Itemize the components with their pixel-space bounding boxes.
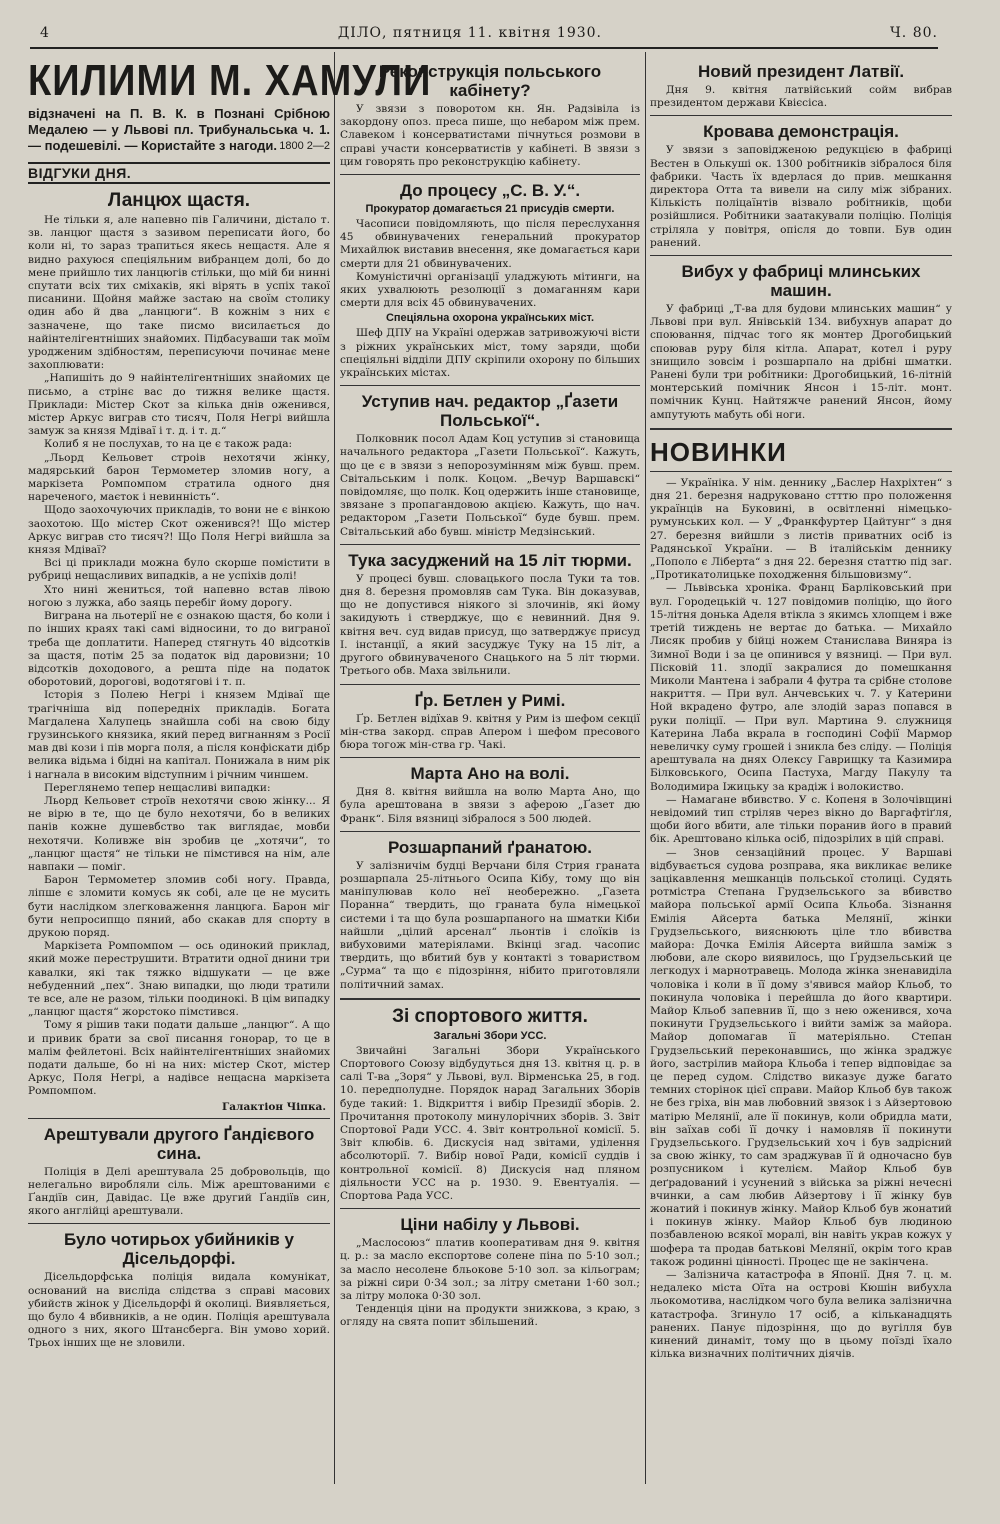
- article-title-prices: Ціни набілу у Львові.: [400, 1215, 580, 1235]
- page-number: 4: [40, 25, 50, 41]
- paragraph: Історія з Полею Негрі і князем Мдіваї ще трагічніша від попередніх прикладів. Богата Магдалена Халупець знайшла собі на свою біду грузинського князика, який перед вигнанням з Росії мав дві кози і пів морга поля, а після конфіскати дібр велика відьма і бідні на капітал. Понижала в ним рік і нагнала в високим відступним і річним чиншем.: [28, 689, 330, 781]
- article-subtitle-svu: Прокуратор домагається 21 присудів смерти.: [365, 203, 615, 216]
- article-title-bethlen: Ґр. Бетлен у Римі.: [414, 690, 566, 710]
- ad-title: КИЛИМИ М. ХАМУЛИ: [28, 56, 432, 106]
- separator: [340, 174, 640, 175]
- paragraph: Полковник посол Адам Коц уступив зі становища начального редактора „Газети Польської“. Кажуть, що це є в звязи з непорозумінням між бувш. прем. Світальським і полк. Коцом. „Вечур Варшавскі“ повідомляє, що полк. Коц одержить інше становище, звязане з пропагандовою акцією. Кажуть, що нач. редактором „Газети Польської“ буде бувш. прем. Світальський або бувш. міністр Медзінський.: [340, 433, 640, 538]
- article-title-reconstruction: Реконструкція польського кабінету?: [378, 62, 602, 100]
- paragraph: У звязи з заповідженою редукцією в фабриці Вестен в Олькуші ок. 1300 робітників зібралося біля фабрики. Часть їх вдерлася до прив. мешкання директора Отта та вивели на силу між зібраних. Кількість поліцаїнтів візвало робітників, щоби розійшлися. Робітники заатакували поліцію. Поліція стріляла у повітря, опісля до товпи. Був один ранений.: [650, 144, 952, 249]
- paragraph: Хто нині жениться, той напевно встав лівою ногою з лужка, або заяць перебіг йому дорогу.: [28, 583, 330, 609]
- article-reconstruction: [340, 103, 640, 169]
- article-hanau: [340, 786, 640, 826]
- article-svu-2: [340, 327, 640, 380]
- article-duesseldorf: [28, 1271, 330, 1350]
- separator: [340, 831, 640, 832]
- paragraph: — Львівська хроніка. Франц Барліковський при вул. Городецькій ч. 127 повідомив поліцію, що його 15-літня донька Аделя втікла з якимсь хлопцем і вже третій тиждень не вертає до батька. — Михайло Лисяк пробив у бійці ножем Станислава Виняра із Зимної Води і за це опинився у вязниці. — При вул. Пісковій 11. злодії закралися до помешкання Миколи Мантена і забрали 4 футра та срібне столове накриття. — При вул. Анчевських ч. 7. у Катерини Ной вкрадено футро, але злодій зараз попався в руки поліції. — При вул. Мартина 9. служниця Катерина Лаба вкрала в господині Софії Мармор невеличку суму грошей і зникла без сліду. — Поліція арештувала на днях Олексу Гаврищку та Казимира Білковського, Осипа Пастуха, Магду Пакулу та Володимира Іжицьку за крадіж і волокиство.: [650, 582, 952, 793]
- separator: [340, 998, 640, 1000]
- paragraph: „Маслосоюз“ платив кооперативам дня 9. квітня ц. р.: за масло експортове солене піна по 5·10 зол.; за масло несолене бльокове 5·10 зол. за кільограм; за ріжні сири 0·34 зол.; за літру сметани 1·60 зол.; за літру молока 0·30 зол.: [340, 1237, 640, 1302]
- paragraph: Тенденція ціни на продукти знижкова, з краю, з огляду на свята попит збільшений.: [340, 1303, 640, 1329]
- paragraph: У звязи з поворотом кн. Ян. Радзівіла із закордону опоз. преса пише, що небаром між прем. Славеком і консерватистами пічнуться розмови в справі участи консерватистів у кабінеті. В звязи з цим говорять про реконструкцію кабінету.: [340, 103, 640, 168]
- paragraph: У залізничім будці Верчани біля Стрия граната розшарпала 25-літнього Осипа Кібу, тому що він маніпулював коло неї необережно. „Газета Поранна“ твердить, що граната була німецької системи і та що була розшарпаного на шматки Кіби найшли „цілий арсенал“ льонтів і слоїків із вибуховими матеріялами. Вкінці згад. часопис твердить, що вбитий був у контакті з товариством „Сурма“ та що є підозріння, нібито приготовляли політичний замах.: [340, 859, 640, 991]
- paragraph: Поліція в Делі арештувала 25 добровольців, що нелегально виробляли сіль. Між арештованими є Ґандіїв син, Давідас. Це вже другий Ґандіїв син, якого англійці арештували.: [28, 1165, 330, 1218]
- article-chain: [28, 214, 330, 1099]
- paragraph: „Льорд Кельовет строів нехотячи жінку, мадярський барон Термометер зломив ногу, а маркізета Ромпомпом стратила одного дня нареченого, маєток і невинність“.: [28, 451, 330, 504]
- article-title-chain: Ланцюх щастя.: [107, 190, 251, 211]
- paragraph: Льорд Кельовет строїв нехотячи свою жінку... Я не вірю в те, що це було нехотячи, бо в великих панів кожне душевбство так виглядає, мовби нехотячи. Коливже він зробив це „хотячи“, то „ланцюг щастя“ не тільки не пімстився на нім, але навпаки — поміг.: [28, 794, 330, 873]
- paragraph: Переглянемо тепер нещасливі випадки:: [44, 781, 271, 794]
- paragraph: Ґр. Бетлен відїхав 9. квітня у Рим із шефом секції мін-ства закорд. справ Апером і шефом пресового бюра тогож мін-ства гр. Чакі.: [340, 712, 640, 751]
- paragraph: Барон Термометер зломив собі ногу. Правда, ліпше є зломити комусь як собі, але це не мусить бути наслідком злегковаження ланцюга. Барон міг бути непросипщо пяний, або скакав для спорту в друкою поряд.: [28, 874, 330, 939]
- separator: [340, 1208, 640, 1209]
- column-rule-1: [334, 52, 335, 1484]
- paragraph: — Україніка. У нім. деннику „Баслер Нахріхтен“ з дня 21. березня надруковано стттю про положення українців на Буковині, в освітленні німецько-румунських кол. — У „Франкфуртер Цайтунг“ з дня 27. березня вийшли з листів приватних осіб із Радянської України. — В італійськім деннику „Пополо є Ліберта“ з дня 22. березня статтю під заг. „Протикатолицьке походження більшовизму“.: [650, 476, 952, 582]
- article-explosion: [650, 303, 952, 422]
- paragraph: Звичайні Загальні Збори Українського Спортового Союзу відбудуться дня 13. квітня ц. р. в салі Т-ва „Зоря“ у Львові, вул. Вірменська 25, в год. 10. передполудне. Порядок нарад Загальних Зборів буде такий: 1. Відкриття і вибір Президії зборів. 2. Прочитання протоколу минулорічних зборів. 3. Звіт Спортової Ради УСС. 4. Звіт контрольної комісії. 5. Звіт клюбів. 6. Дискусія над звітами, уділення абсолюторії. 7. Вибір нової Ради, комісії суддів і контрольної комісії. 8) Дискусія над пляном діяльности УСС на р. 1930. 9. Евентуалія. — Спортова Рада УСС.: [340, 1044, 640, 1202]
- article-sport: [340, 1045, 640, 1203]
- paragraph: — Залізнича катастрофа в Японії. Дня 7. ц. м. недалеко міста Оїта на острові Кюшін вибухла льокомотива, наслідком чого була велика залізнична катастрофа. Згинуло 17 осіб, а кільканадцять ранених. Панує підозріння, що до вугілля був кинений динаміт, тому що в цьому поїзді їхало кілька визначних політичних діячів.: [650, 1269, 952, 1361]
- article-latvia: [650, 84, 952, 110]
- article-bethlen: [340, 713, 640, 753]
- article-svu: [340, 218, 640, 310]
- paragraph: Колиб я не послухав, то на це є також рада:: [44, 438, 293, 451]
- article-title-duesseldorf: Було чотирьох убийників у Дісельдорфі.: [64, 1230, 294, 1269]
- paragraph: „Напишіть до 9 найінтелігентніших знайомих це письмо, а стрінє вас до тижня велике щастя. Приклади: Містер Скот за кілька днів оженився, містер Аркус виграв сто тисяч, Поля Негрі вийшла замуж за князя Мдіваї і т. д. і т. д.“: [28, 372, 330, 438]
- paragraph: Часописи повідомляють, що після переслухання 45 обвинувачених генеральний прокуратор Михайлюк виставив внесення, яке домагається кари смерти для 21 обвинувачених.: [340, 218, 640, 270]
- article-title-tuka: Тука засуджений на 15 літ тюрми.: [348, 550, 632, 570]
- paragraph: Дня 8. квітня вийшла на волю Марта Ано, що була арештована в звязи з аферою „Ґазет дю Франк“. Біля вязниці зібралося з 500 людей.: [340, 786, 640, 825]
- article-title-explosion: Вибух у фабриці млинських машин.: [681, 262, 921, 301]
- article-title-grenade: Розшарпаний ґранатою.: [387, 837, 593, 857]
- article-prices: [340, 1237, 640, 1329]
- article-title-demo: Кровава демонстрація.: [703, 122, 899, 142]
- paragraph: Дісельдорфська поліція видала комунікат, оснований на висліда слідства з справі масових убийств жінок у Дісельдорфі й околиці. Виявляється, що було 4 вбивників, а не один. Поліція арештувала одного з них, якого Штансберга. Він умово хорий. Трьох інших ще не зловили.: [28, 1271, 330, 1350]
- paragraph: — Намагане вбивство. У с. Копеня в Золочівщині невідомий тип стріляв через вікно до Варгафтіґля, щоби його вбити, але тільки поранив його в правий бік. Арештовано кілька осіб, підозрілих в цій справі.: [650, 793, 952, 846]
- paragraph: У фабриці „Т-ва для будови млинських машин“ у Львові при вул. Янівській 134. вибухнув апарат до споювання, підчас того як монтер Дрогобицький споював руру біля кітла. Апарат, котел і руру знищило зовсім і розшарпало на дрібні шматки. Ранені були три робітники: Дрогобицький, 16-літній монтерський помічник Янсон і 15-літ. монт. помічник Кунц. Найтяжче ранений Янсон, йому ампутують мабуть обі ноги.: [650, 303, 952, 421]
- paragraph: Виграна на льотерії не є ознакою щастя, бо коли і по інших краях такі самі відносини, то до виграної треба ще доплатити. Наперед стягнуть 40 відсотків за щастя, потім 25 за податок від даровизни; 10 відсотків доходового, а решта піде на податок оборотовий, дорогові, водотягові і т. п.: [28, 610, 330, 689]
- column-rule-2: [645, 52, 646, 1484]
- paragraph: Не тільки я, але напевно пів Галичини, дістало т. зв. ланцюг щастя з зазивом переписати його, бо коли ні, то зараз трапиться якесь нещастя. Але я видно рахуюся спеціяльним вибранцем долі, бо до мене прийшло тих ланцюгів стільки, що мій би нинні спутати всіх тих сміхаків, які вірять в успіх такої писанини. Щойня майже застаю на своїм столику один або й два „ланцюги“. В кожнім з них є зазначене, що таке писмо висилається до найінтелігентніших знайомих. Підбасуваши так моїм уродженим здібностям, переписуючи починає мене захоплювати:: [28, 214, 330, 372]
- separator: [28, 1118, 330, 1119]
- article-tuka: [340, 573, 640, 679]
- separator: [340, 757, 640, 758]
- article-title-sport: Зі спортового життя.: [392, 1005, 588, 1027]
- issue-number: Ч. 80.: [889, 25, 938, 41]
- article-title-editor: Уступив нач. редактор „Ґазети Польської“.: [361, 392, 619, 431]
- separator: [650, 428, 952, 430]
- paragraph: Маркізета Ромпомпом — ось одинокий приклад, який може переструшити. Втратити одної днини три кавалки, які так тяжко відшукати — це вже небуденний „пех“. Знаю випадки, що люди тратили те все, але не разом, тільки поодинокі. В цім випадку „ланцюг щастя“ жорстоко пімстився.: [28, 940, 330, 1019]
- ad-code: 1800 2—2: [279, 140, 330, 152]
- paragraph: Шеф ДПУ на Україні одержав затривожуючі вісти з ріжних українських міст, тому заряди, щоби спеціяльні відділи ДПУ скріпили охорону по більших українських містах.: [340, 327, 640, 380]
- article-subtitle-sport: Загальні Збори УСС.: [433, 1029, 547, 1042]
- paragraph: Тому я рішив таки подати дальше „ланцюг“. А що и привик брати за свої писання гонорар, то це в малім фейлетоні. Всіх найінтелігентніших знайомих подати дальше, бо ні на них: містер Скот, містер Аркус, Поля Негрі, а надівсе нещасна маркізета Ромпомпом.: [28, 1019, 330, 1098]
- paragraph: У процесі бувш. словацького посла Туки та тов. дня 8. березня промовляв сам Тука. Він доказував, що не допустився ніякого зі злочинів, які йому закидують і стверджує, що є невинний. Дня 9. квітня веч. суд видав присуд, що затверджує присуд І. інстанції, а який засуджує Туку на 15 літ, а другого обвинуваченого Снацького на 5 літ тюрми. Третього обв. Маха звільнили.: [340, 572, 640, 678]
- article-news: [650, 477, 952, 1362]
- article-signature: Галактіон Чіпка.: [222, 1100, 326, 1113]
- rubric-heading: ВІДГУКИ ДНЯ.: [28, 162, 330, 184]
- separator: [650, 255, 952, 256]
- paper-info: ДІЛО, пятниця 11. квітня 1930.: [337, 25, 602, 41]
- column-1: [28, 56, 432, 1488]
- separator: [340, 544, 640, 545]
- separator: [340, 385, 640, 386]
- paragraph: — Знов сензаційний процес. У Варшаві відбувається судова розправа, яка викликає велике зацікавлення мешканців польської столиці. Судять ротмістра Степана Грудзельського за вбивство майора польської армії Осипа Кльоба. Зізнання Емілія Айсерта батька Мелянії, жінки Грудзельського, вияснюють ціле тло вбивства майора: Дочка Емілія Айсерта вийшла заміж з любови, але скоро виявилось, що Ґрудзельський це легкодух і марнотравець. Молода жінка зненавиділа чоловіка і коли в її дому з'явився майор Кльоб, то покинула чоловіка і перейшла до його квартири. Майор Кльоб запевнив її, що з нею оженився, хоча покинути Грудзельського і вийти заміж за майора. Майор допомагав її матеріяльно. Степан Грудзельський переконавшись, що жінка зраджує його, застрілив майора Кльоба і тепер відповідає за це перед судом. Слідство виказує дуже багато темних сторінок цієї справи. Майор Кльоб був також не без гріха, він мав любовний звязок і з Айзертовою матірю Мелянії, але її покинув, коли обридла мати, він заїхав собі її дочку і намовляв її покинути Грудзельського. Грудзельський хоч і був задрісний за свою жінку, то сам зраджував її й одночасно був розпусником і кутелієм. Майор Кльоб був деґрадований і усунений з війська за ріжні нечесні вчинки, а сам любив Айзертову і її жінку був жонатий і покинув жінку. Майор Кльоб був жонатий і покинув жінку. Майор Кльоб був людиною позбавленою всякої моралі, він навіть украв кожух у шофера та продав батькові Мелянії, окрім того крав також родинні цінності. Процес ще не закінчена.: [650, 846, 952, 1268]
- article-gandhi: [28, 1166, 330, 1219]
- paragraph: Всі ці приклади можна було скорше помістити в рубриці нещасливих випадків, а не успіхів долі!: [28, 557, 330, 583]
- column-2: [340, 56, 640, 1488]
- masthead-rule: [30, 47, 938, 49]
- article-editor: [340, 433, 640, 539]
- article-grenade: [340, 860, 640, 992]
- separator: [650, 115, 952, 116]
- news-section-title: НОВИНКИ: [650, 436, 787, 467]
- paragraph: Комуністичні організації уладжують мітинги, на яких ухвалюють резолюції з домаганням кари смерти для всіх 45 обвинувачених.: [340, 270, 640, 310]
- separator: [340, 684, 640, 685]
- article-demo: [650, 144, 952, 250]
- column-3: [650, 56, 952, 1488]
- article-title-svu: До процесу „С. В. У.“.: [399, 181, 581, 201]
- separator: [650, 471, 952, 472]
- separator: [28, 1223, 330, 1224]
- paragraph: Щодо заохочуючих прикладів, то вони не є вінкою заохотою. Що містер Скот оженився?! Що містер Аркус виграв сто тисяч?! Що Поля Негрі вийшла за князя Мдіваї?: [28, 504, 330, 557]
- article-title-latvia: Новий президент Латвії.: [697, 62, 905, 81]
- ad-body: [28, 106, 330, 154]
- masthead: [40, 22, 938, 44]
- article-title-gandhi: Арештували другого Ґандієвого сина.: [43, 1124, 315, 1163]
- paragraph: Дня 9. квітня латвійський сойм вибрав президентом держави Квієсіса.: [650, 84, 952, 110]
- article-subtitle-svu-2: Спеціяльна охорона українських міст.: [385, 312, 595, 325]
- ad-text: відзначені на П. В. К. в Познані Срібною Медалею — у Львові пл. Трибунальська ч. 1. — подешевілі. — Користайте з нагоди.: [28, 106, 330, 153]
- article-title-hanau: Марта Ано на волі.: [410, 764, 570, 784]
